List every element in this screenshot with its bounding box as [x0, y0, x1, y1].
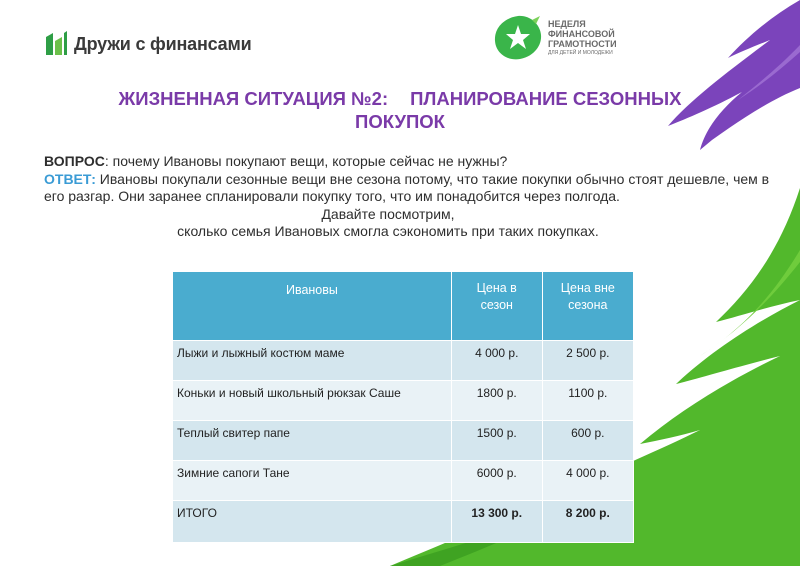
row-in-season: 1500 р.	[451, 421, 542, 461]
lead-line-2: сколько семья Ивановых смогла сэкономить при таких покупках.	[177, 223, 599, 239]
header-in-season: Цена в сезон	[451, 272, 542, 341]
row-name: Теплый свитер папе	[173, 421, 452, 461]
logo-right-line-2: ФИНАНСОВОЙ	[548, 29, 615, 39]
star-badge-icon	[492, 14, 544, 62]
logo-right-line-3: ГРАМОТНОСТИ	[548, 39, 617, 49]
row-in-season: 6000 р.	[451, 461, 542, 501]
question-label: ВОПРОС	[44, 153, 105, 169]
question-answer-block	[44, 153, 774, 241]
row-in-season: 1800 р.	[451, 381, 542, 421]
question-text: : почему Ивановы покупают вещи, которые сейчас не нужны?	[104, 153, 508, 169]
total-in-season: 13 300 р.	[451, 501, 542, 543]
row-off-season: 1100 р.	[542, 381, 633, 421]
table-total-row	[173, 501, 634, 543]
title-part-3: ПОКУПОК	[355, 111, 445, 132]
logo-druzhi-s-finansami	[44, 29, 251, 59]
logo-mark-icon	[44, 31, 68, 57]
header-off-season: Цена вне сезона	[542, 272, 633, 341]
header-name: Ивановы	[173, 272, 452, 341]
total-off-season: 8 200 р.	[542, 501, 633, 543]
lead-line-1: Давайте посмотрим,	[321, 205, 455, 222]
table-header-row	[173, 272, 634, 341]
table-row	[173, 381, 634, 421]
logo-right-subline: ДЛЯ ДЕТЕЙ И МОЛОДЕЖИ	[548, 50, 613, 56]
row-in-season: 4 000 р.	[451, 341, 542, 381]
answer-paragraph	[44, 171, 774, 206]
answer-text: Ивановы покупали сезонные вещи вне сезона потому, что такие покупки обычно стоят дешевле, чем в его разгар. Они заранее спланировали покупку того, что им понадобится через полгода.	[44, 170, 770, 204]
question-line	[44, 153, 774, 171]
row-off-season: 4 000 р.	[542, 461, 633, 501]
table-row	[173, 461, 634, 501]
total-name: ИТОГО	[173, 501, 452, 543]
title-part-1: ЖИЗНЕННАЯ СИТУАЦИЯ №2:	[118, 88, 389, 109]
prices-table	[172, 271, 634, 543]
row-off-season: 2 500 р.	[542, 341, 633, 381]
table-row	[173, 421, 634, 461]
row-off-season: 600 р.	[542, 421, 633, 461]
row-name: Коньки и новый школьный рюкзак Саше	[173, 381, 452, 421]
table-row	[173, 341, 634, 381]
title-part-2: ПЛАНИРОВАНИЕ СЕЗОННЫХ	[410, 88, 682, 109]
logo-right-line-1: НЕДЕЛЯ	[548, 19, 586, 29]
logo-financial-literacy-week	[492, 14, 617, 62]
row-name: Лыжи и лыжный костюм маме	[173, 341, 452, 381]
logo-left-text: Дружи с финансами	[74, 33, 252, 54]
answer-label: ОТВЕТ:	[44, 170, 96, 187]
logo-right-text	[548, 19, 617, 57]
row-name: Зимние сапоги Тане	[173, 461, 452, 501]
slide-title	[60, 87, 740, 133]
